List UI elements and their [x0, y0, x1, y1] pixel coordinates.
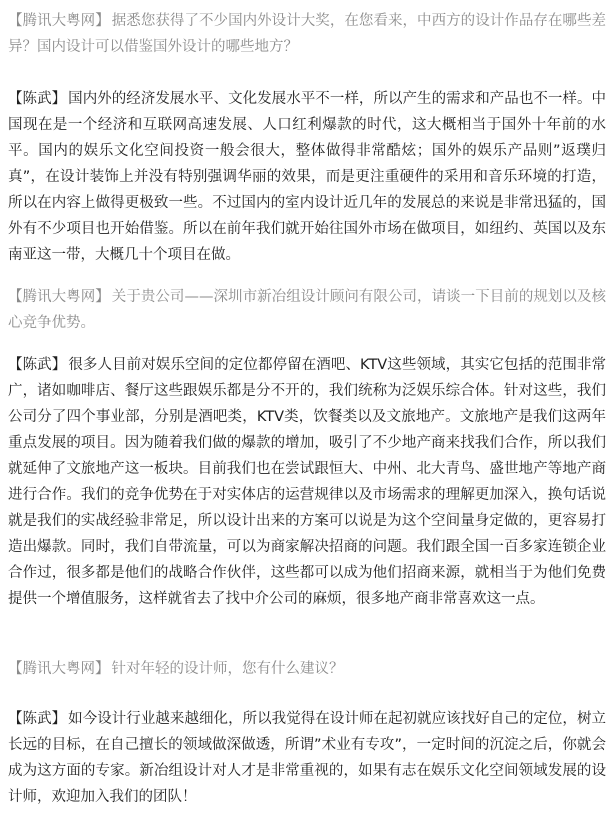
question-text: 针对年轻的设计师，您有什么建议？: [111, 661, 344, 677]
answer-1: [8, 86, 606, 268]
answer-3: [8, 706, 606, 810]
speaker-label: 【腾讯大粤网】: [8, 13, 110, 29]
speaker-label: 【腾讯大粤网】: [8, 289, 110, 305]
answer-text: 很多人目前对娱乐空间的定位都停留在酒吧、KTV这些领域，其实它包括的范围非常广，诸如咖啡店、餐厅这些跟娱乐都是分不开的，我们统称为泛娱乐综合体。针对这些，我们公司分了四个事业部，分别是酒吧类，KTV类，饮餐类以及文旅地产。文旅地产是我们这两年重点发展的项目。因为随着我们做的爆款的增加，吸引了不少地产商来找我们合作，所以我们就延伸了文旅地产这一板块。目前我们也在尝试跟恒大、中州、北大青鸟、盛世地产等地产商进行合作。我们的竞争优势在于对实体店的运营规律以及市场需求的理解更加深入，换句话说就是我们的实战经验非常足，所以设计出来的方案可以说是为这个空间量身定做的，更容易打造出爆款。同时，我们自带流量，可以为商家解决招商的问题。我们跟全国一百多家连锁企业合作过，很多都是他们的战略合作伙伴，这些都可以成为他们招商来源，就相当于为他们免费提供一个增值服务，这样就省去了找中介公司的麻烦，很多地产商非常喜欢这一点。: [8, 357, 607, 607]
speaker-label: 【陈武】: [8, 91, 67, 107]
answer-text: 国内外的经济发展水平、文化发展水平不一样，所以产生的需求和产品也不一样。中国现在是一个经济和互联网高速发展、人口红利爆款的时代，这大概相当于国外十年前的水平。国内的娱乐文化空间投资一般会很大，整体做得非常酷炫；国外的娱乐产品则”返璞归真”，在设计装饰上并没有特别强调华丽的效果，而是更注重硬件的采用和音乐环境的打造，所以在内容上做得更极致一些。不过国内的室内设计近几年的发展总的来说是非常迅猛的，国外有不少项目也开始借鉴。所以在前年我们就开始往国外市场在做项目，如纽约、英国以及东南亚这一带，大概几十个项目在做。: [8, 91, 607, 263]
speaker-label: 【陈武】: [8, 711, 67, 727]
question-3: [8, 656, 606, 682]
question-2: [8, 284, 606, 336]
question-1: [8, 8, 606, 60]
question-text: 关于贵公司——深圳市新冶组设计顾问有限公司，请谈一下目前的规划以及核心竞争优势。: [8, 289, 607, 331]
speaker-label: 【陈武】: [8, 357, 67, 373]
speaker-label: 【腾讯大粤网】: [8, 661, 110, 677]
answer-2: [8, 352, 606, 612]
question-text: 据悉您获得了不少国内外设计大奖，在您看来，中西方的设计作品存在哪些差异？国内设计可以借鉴国外设计的哪些地方？: [8, 13, 607, 55]
answer-text: 如今设计行业越来越细化，所以我觉得在设计师在起初就应该找好自己的定位，树立长远的目标，在自己擅长的领域做深做透，所谓”术业有专攻”，一定时间的沉淀之后，你就会成为这方面的专家。新冶组设计对人才是非常重视的，如果有志在娱乐文化空间领域发展的设计师，欢迎加入我们的团队！: [8, 711, 607, 805]
